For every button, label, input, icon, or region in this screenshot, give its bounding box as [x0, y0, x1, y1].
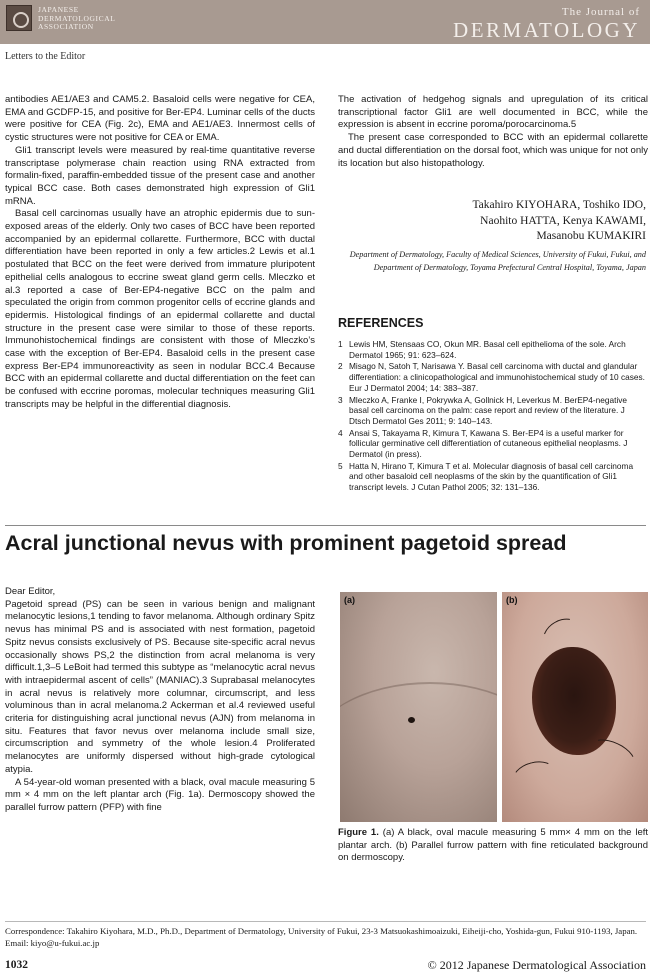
reference-number: 5	[338, 460, 343, 471]
reference-number: 4	[338, 427, 343, 438]
author-list	[346, 198, 646, 245]
copyright-notice: © 2012 Japanese Dermatological Association	[427, 958, 646, 972]
paragraph: A 54-year-old woman presented with a black, oval macule measuring 5 mm × 4 mm on the left plantar arch (Fig. 1a). Dermoscopy showed the parallel furrow pattern (PFP) with fine	[5, 776, 315, 813]
reference-number: 1	[338, 339, 343, 349]
society-name-line: JAPANESE	[38, 5, 79, 14]
reference-item	[338, 339, 648, 360]
society-name-line: ASSOCIATION	[38, 22, 94, 31]
left-column-text	[5, 94, 315, 412]
reference-text: Lewis HM, Stensaas CO, Okun MR. Basal cell epithelioma of the sole. Arch Dermatol 1965; 91: 623–624.	[349, 339, 626, 360]
section-label: Letters to the Editor	[5, 51, 86, 62]
paragraph: Gli1 transcript levels were measured by real-time quantitative reverse transcriptase polymerase chain reaction using RNA extracted from formalin-fixed, paraffin-embedded tissue of the present case and another typical BCC case. Both cases demonstrated high expression of Gli1 mRNA.	[5, 144, 315, 207]
figure-caption-text: (a) A black, oval macule measuring 5 mm× 4 mm on the left plantar arch. (b) Parallel furrow pattern with fine reticulated background on dermoscopy.	[338, 827, 649, 864]
reference-number: 2	[338, 361, 343, 372]
reference-item	[338, 395, 648, 427]
society-logo-icon	[6, 5, 32, 31]
paragraph: Pagetoid spread (PS) can be seen in various benign and malignant melanocytic lesions,1 tending to favor melanoma. Although ordinary Spitz nevus has minimal PS and is associated with nest formation, pagetoid Spitz nevus consists exclusively of PS. Because site-specific acral nevus occasionally shows PS,2 the distinction from acral melanoma is very difficult.1,3–5 LeBoit had termed this subtype as “melanocytic acral nevus with intraepidermal ascent of cells” (MANIAC).3 Suprabasal melanocytes in acral nevus is relatively more columnar, circumscript, and less voluminous than in acral melanoma.2 Ackerman et al.4 reviewed useful criteria for distinguishing acral junctional nevus (AJN) from melanoma in situ. Features that favor nevus over melanoma include small size, circumscription and symmetry of the whole lesion.4 Proliferated melanocytes are uniformly dispersed without high-grade cytological atypia.	[5, 598, 315, 775]
reference-text: Hatta N, Hirano T, Kimura T et al. Molecular diagnosis of basal cell carcinoma and other basaloid cell neoplasms of the skin by the quantification of Gli1 transcript levels. J Cutan Pathol 2005; 32: 131–136.	[349, 460, 634, 493]
figure-caption-lead: Figure 1.	[338, 827, 379, 838]
right-column-text	[338, 94, 648, 170]
correspondence-note: Correspondence: Takahiro Kiyohara, M.D., Ph.D., Department of Dermatology, University of Fukui, 23-3 Matsuokashimoaizuki, Eiheiji-cho, Yoshida-gun, Fukui 910-1193, Japan. Email: kiyo@u-fukui.ac.jp	[5, 926, 638, 949]
reference-text: Misago N, Satoh T, Narisawa Y. Basal cell carcinoma with ductal and glandular differentiation: a clinicopathological and immunohistochemical study of 10 cases. Eur J Dermatol 2004; 14: 383–387.	[349, 361, 645, 393]
references-heading: REFERENCES	[338, 316, 424, 330]
second-article-text	[5, 586, 315, 815]
reference-text: Mleczko A, Franke I, Pokrywka A, Gollnick H, Leverkus M. BerEP4-negative basal cell carcinoma on the palm: case report and review of the literature. J Dtsch Dermatol Ges 2011; 9: 140–143.	[349, 394, 628, 426]
journal-title-top: The Journal of	[561, 6, 640, 18]
black-macule-shape	[408, 717, 415, 723]
author-line: Masanobu KUMAKIRI	[536, 230, 646, 242]
reference-item	[338, 361, 648, 393]
author-affiliation: Department of Dermatology, Faculty of Medical Sciences, University of Fukui, Fukui, and Department of Dermatology, Toyama Prefectural Central Hospital, Toyama, Japan	[349, 250, 646, 272]
article-title: Acral junctional nevus with prominent pagetoid spread	[5, 531, 567, 555]
footer-rule	[5, 921, 646, 922]
journal-header-band	[0, 0, 650, 44]
reference-list	[338, 339, 648, 494]
figure-1-caption	[338, 827, 648, 865]
reference-item	[338, 461, 648, 493]
figure-1b-dermoscopy	[502, 592, 648, 822]
reference-number: 3	[338, 394, 343, 405]
society-name	[38, 6, 115, 32]
reference-text: Ansai S, Takayama R, Kimura T, Kawana S. Ber-EP4 is a useful marker for follicular germinative cell differentiation of cutaneous epithelial neoplasms. J Dermatol (in press).	[349, 427, 628, 460]
hair-shape	[509, 757, 560, 798]
society-name-line: DERMATOLOGICAL	[38, 13, 116, 23]
paragraph: The activation of hedgehog signals and upregulation of its critical transcriptional factor Gli1 are well documented in BCC, while the expression is absent in eccrine poroma/porocarcinoma.5	[338, 94, 648, 131]
page-number: 1032	[5, 959, 28, 971]
paragraph: Basal cell carcinomas usually have an atrophic epidermis due to sun-exposed areas of the elderly. Only two cases of BCC have been reported accompanied by an epidermal collarette. Furthermore, BCC with ductal differentiation have been reported in only a few articles.2 Lewis et al.1 postulated that BCC on the feet were derived from immature pluripotent epithelial cells analogous to eccrine sweat gland germ cells. Mleczko et al.3 reported a case of Ber-EP4-negative BCC on the palm and speculated the origin from common progenitor cells of eccrine glands and epidermis. Histological findings of an epidermal collarette and ductal structure in the present case were similar to those of these reports. Immunohistochemical findings are consistent with those of Mleczko’s case with the exception of Ber-EP4. Basaloid cells in the present case express Ber-EP4 immunoreactivity as seen in nodular BCC.4 Because BCC with an epidermal collarette and ductal differentiation on the feet can be confused with eccrine poromas, molecular techniques measuring Gli1 transcripts may be helpful in the differential diagnosis.	[5, 208, 315, 410]
figure-panel-label: (a)	[344, 595, 355, 605]
author-line: Takahiro KIYOHARA, Toshiko IDO,	[472, 199, 646, 211]
reference-item	[338, 428, 648, 460]
paragraph: antibodies AE1/AE3 and CAM5.2. Basaloid cells were negative for CEA, EMA and GCDFP-15, and positive for Ber-EP4. Luminar cells of the ducts were positive for CEA (Fig. 2c), EMA and AE1/AE3. Innermost cells of cystic structures were not positive for CEA or EMA.	[5, 94, 315, 144]
article-divider	[5, 525, 646, 526]
journal-title-main: DERMATOLOGY	[453, 18, 640, 42]
salutation: Dear Editor,	[5, 586, 56, 597]
figure-1a-photo	[340, 592, 497, 822]
paragraph: The present case corresponded to BCC with an epidermal collarette and ductal differentiation on the dorsal foot, which was unique for not only its location but also histopathology.	[338, 132, 648, 169]
author-line: Naohito HATTA, Kenya KAWAMI,	[480, 214, 646, 227]
figure-panel-label: (b)	[506, 595, 518, 605]
skin-crease-shape	[340, 682, 497, 822]
